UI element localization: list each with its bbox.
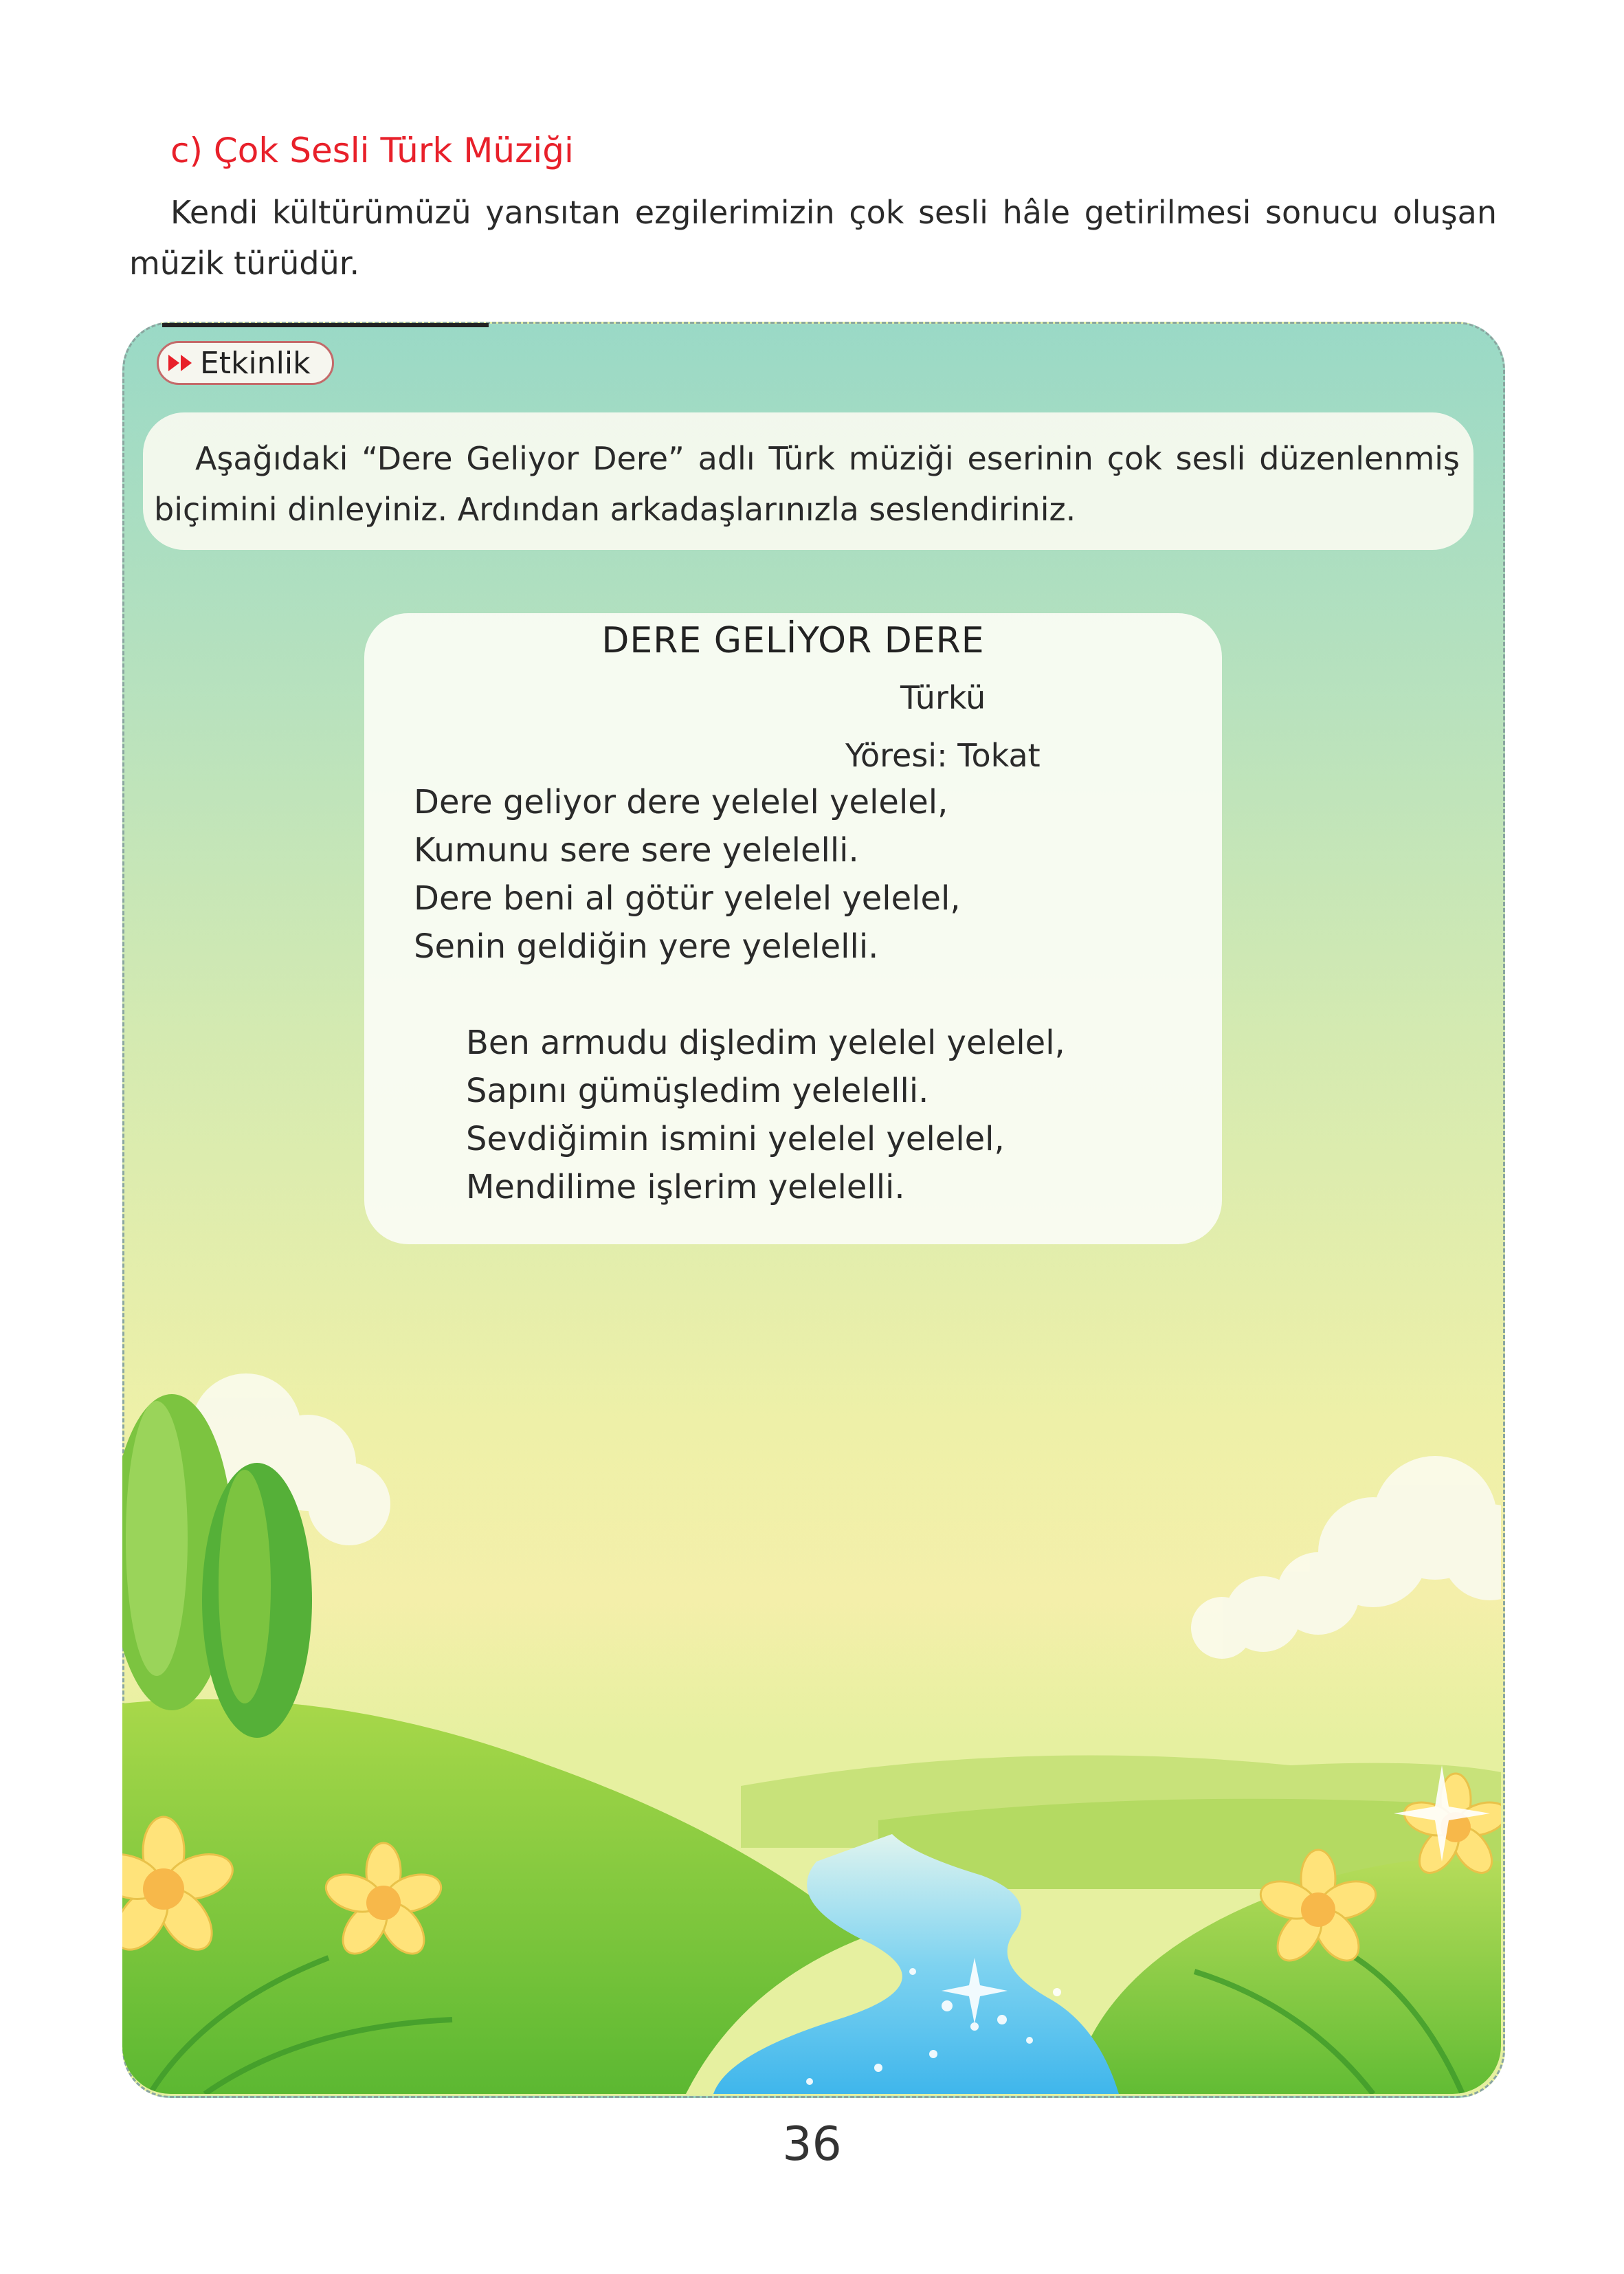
page-number: 36 bbox=[782, 2117, 842, 2172]
lyric-line: Sapını gümüşledim yelelelli. bbox=[466, 1072, 929, 1110]
song-card bbox=[364, 613, 1222, 1244]
clouds bbox=[122, 1373, 1501, 1659]
top-rule bbox=[162, 323, 489, 327]
lyric-line: Kumunu sere sere yelelelli. bbox=[414, 831, 859, 870]
lyric-line: Dere geliyor dere yelelel yelelel, bbox=[414, 783, 948, 821]
double-arrow-icon bbox=[168, 355, 193, 371]
left-hill bbox=[122, 1699, 865, 2094]
lyric-line: Senin geldiğin yere yelelelli. bbox=[414, 927, 879, 966]
song-title: DERE GELİYOR DERE bbox=[601, 620, 985, 661]
tree-right bbox=[202, 1463, 312, 1738]
activity-instruction: Aşağıdaki “Dere Geliyor Dere” adlı Türk müziği eserinin çok sesli düzenlenmiş biçimini dinleyiniz. Ardından arkadaşlarınızla seslendiriniz. bbox=[143, 412, 1473, 550]
stanza-1 bbox=[414, 778, 961, 971]
section-intro: Kendi kültürümüzü yansıtan ezgilerimizin çok sesli hâle getirilmesi sonucu oluşan müzik türüdür. bbox=[129, 194, 1497, 282]
section-title: c) Çok Sesli Türk Müziği bbox=[170, 131, 574, 170]
activity-tab-label: Etkinlik bbox=[200, 345, 311, 381]
lyric-line: Sevdiğimin ismini yelelel yelelel, bbox=[466, 1120, 1005, 1158]
song-genre: Türkü bbox=[900, 679, 986, 716]
lyric-line: Dere beni al götür yelelel yelelel, bbox=[414, 879, 961, 918]
activity-tab bbox=[157, 341, 334, 385]
stanza-2 bbox=[466, 1019, 1065, 1211]
lyric-line: Mendilime işlerim yelelelli. bbox=[466, 1168, 905, 1206]
song-region: Yöresi: Tokat bbox=[845, 737, 1041, 774]
lyric-line: Ben armudu dişledim yelelel yelelel, bbox=[466, 1024, 1065, 1062]
